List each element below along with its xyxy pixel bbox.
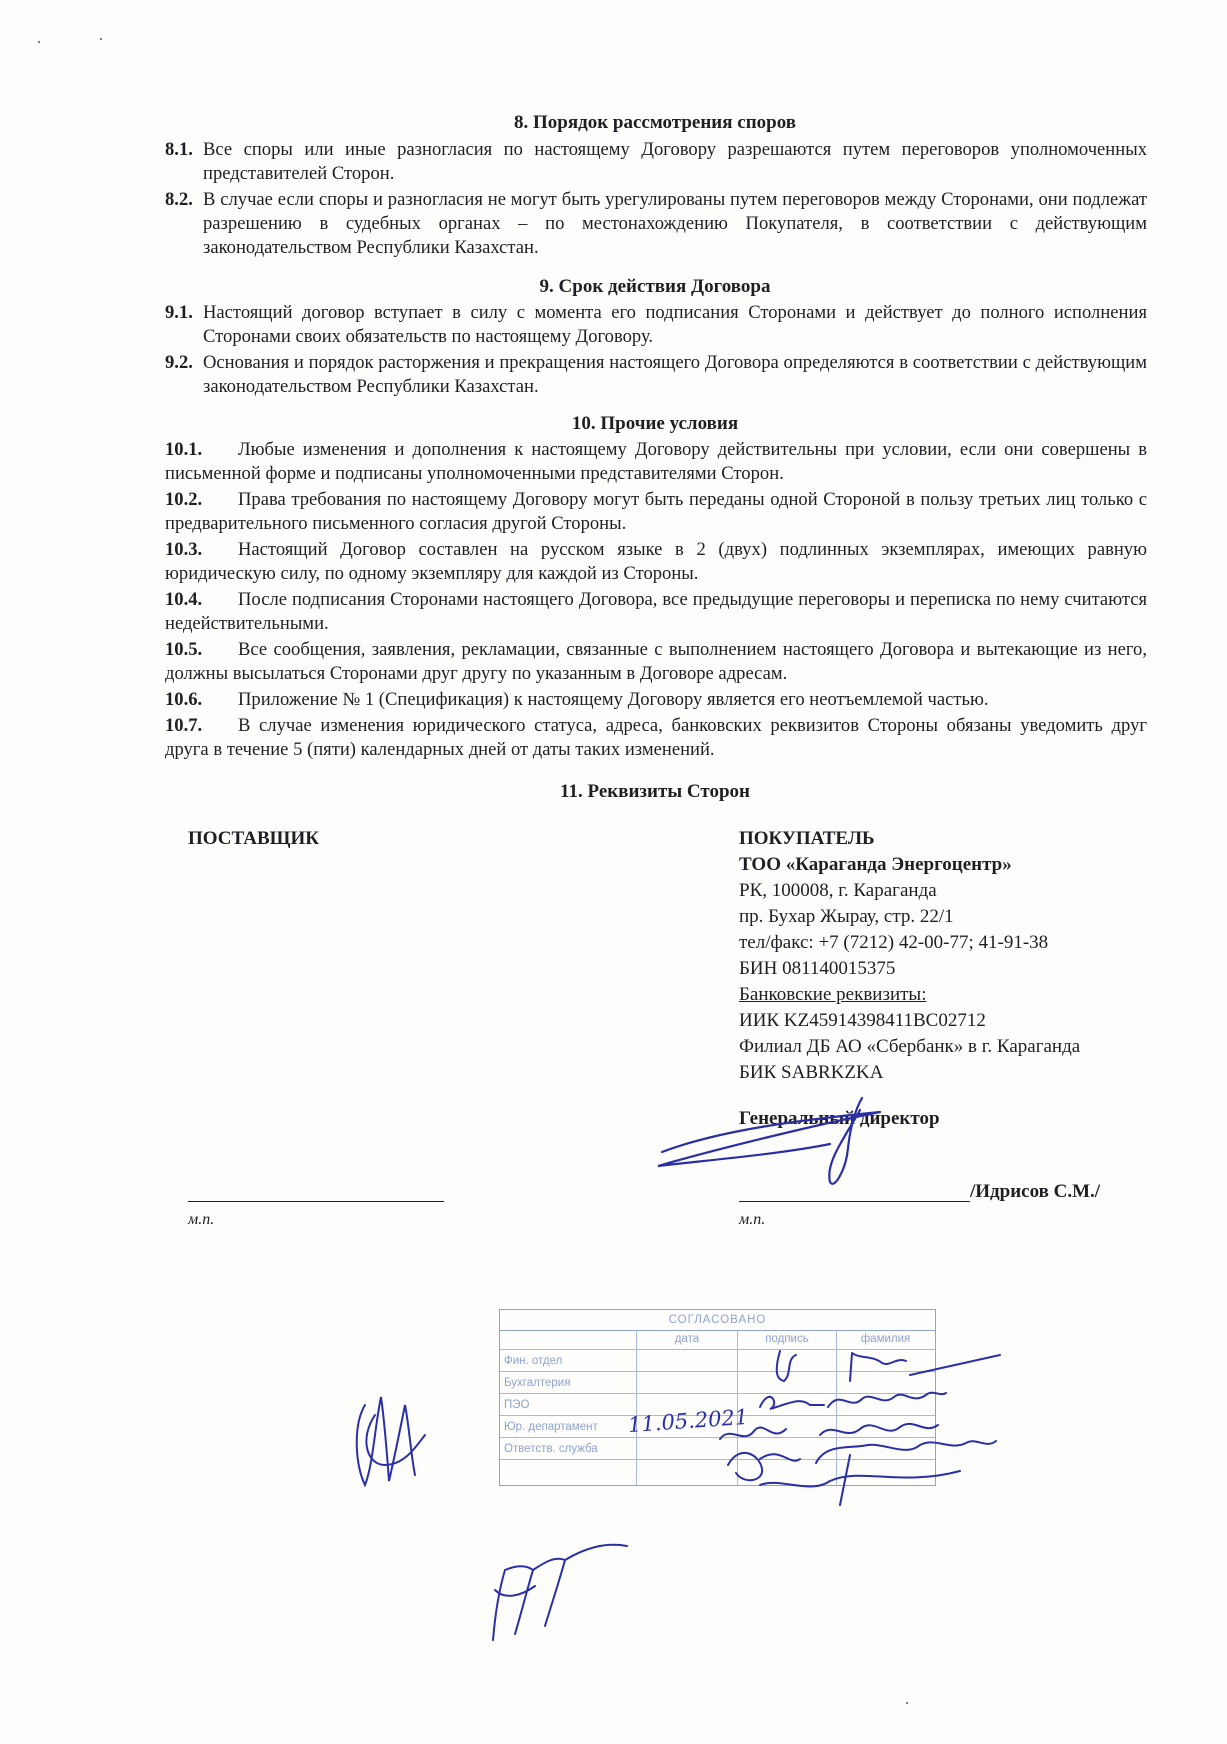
buyer-position: Генеральный директор: [739, 1108, 940, 1129]
supplier-signature-line: [188, 1201, 444, 1202]
clause-number: 8.1.: [165, 139, 193, 160]
buyer-phone: тел/факс: +7 (7212) 42-00-77; 41-91-38: [739, 932, 1049, 953]
stamp-row-finance: Фин. отдел: [504, 1355, 563, 1367]
clause-number: 10.7.: [165, 715, 203, 736]
clause-number: 10.3.: [165, 539, 203, 560]
scan-speck: [38, 41, 40, 43]
clause-number: 10.4.: [165, 589, 203, 610]
clause-10-5: [165, 638, 1147, 686]
buyer-bank-name: Филиал ДБ АО «Сбербанк» в г. Караганда: [739, 1036, 1081, 1057]
clause-number: 10.1.: [165, 439, 203, 460]
stamp-row-peo: ПЭО: [504, 1399, 530, 1411]
buyer-iik: ИИК KZ45914398411BC02712: [739, 1010, 986, 1031]
buyer-address-line-1: РК, 100008, г. Караганда: [739, 880, 937, 901]
clause-10-7: [165, 714, 1147, 762]
buyer-bik: БИК SABRKZKA: [739, 1062, 884, 1083]
section-10-title: 10. Прочие условия: [571, 413, 739, 434]
clause-number: 10.6.: [165, 689, 203, 710]
clause-10-1: [165, 438, 1147, 486]
section-8-title: 8. Порядок рассмотрения споров: [513, 112, 797, 133]
clause-text: Права требования по настоящему Договору могут быть переданы одной Стороной в пользу третьих лиц только с предварительного письменного согласия другой Стороны.: [165, 489, 1147, 534]
initials-signature: [345, 1385, 435, 1495]
lower-signature: [475, 1530, 645, 1650]
clause-text: Все сообщения, заявления, рекламации, связанные с выполнением настоящего Договора и вытекающие из него, должны высылаться Сторонами друг другу по указанным в Договоре адресам.: [165, 639, 1147, 684]
stamp-row-legal: Юр. департамент: [504, 1421, 598, 1433]
supplier-heading: ПОСТАВЩИК: [188, 828, 320, 849]
approval-signatures: [700, 1345, 1020, 1505]
clause-number: 9.2.: [165, 352, 193, 373]
handwritten-approval-date: 11.05.2021: [627, 1404, 749, 1438]
clause-text: Любые изменения и дополнения к настоящему Договору действительны при условии, если они совершены в письменной форме и подписаны уполномоченными представителями Сторон.: [165, 439, 1147, 484]
clause-10-4: [165, 588, 1147, 636]
buyer-bin: БИН 081140015375: [739, 958, 896, 979]
buyer-signatory-name: /Идрисов С.М./: [970, 1181, 1101, 1202]
buyer-heading: ПОКУПАТЕЛЬ: [739, 828, 875, 849]
clause-number: 9.1.: [165, 302, 193, 323]
approval-stamp-title: СОГЛАСОВАНО: [500, 1310, 935, 1331]
clause-text: Приложение № 1 (Спецификация) к настоящему Договору является его неотъемлемой частью.: [238, 689, 989, 710]
buyer-company: ТОО «Караганда Энергоцентр»: [739, 854, 1012, 875]
clause-number: 10.5.: [165, 639, 203, 660]
stamp-row-accounting: Бухгалтерия: [504, 1377, 571, 1389]
stamp-column-surname: фамилия: [860, 1333, 911, 1345]
clause-text: После подписания Сторонами настоящего Договора, все предыдущие переговоры и переписка по нему считаются недействительными.: [165, 589, 1147, 634]
clause-8-1: [165, 138, 1147, 186]
clause-9-2: [165, 351, 1147, 399]
scan-speck: [100, 38, 102, 40]
section-11-title: 11. Реквизиты Сторон: [560, 781, 750, 802]
clause-text: Настоящий договор вступает в силу с момента его подписания Сторонами и действует до полного исполнения Сторонами своих обязательств по настоящему Договору.: [203, 302, 1147, 347]
clause-text: В случае изменения юридического статуса, адреса, банковских реквизитов Стороны обязаны уведомить друг друга в течение 5 (пяти) календарных дней от даты таких изменений.: [165, 715, 1147, 760]
clause-text: Настоящий Договор составлен на русском языке в 2 (двух) подлинных экземплярах, имеющих равную юридическую силу, по одному экземпляру для каждой из Стороны.: [165, 539, 1147, 584]
supplier-stamp-label: м.п.: [188, 1211, 215, 1228]
clause-number: 8.2.: [165, 189, 193, 210]
clause-text: Основания и порядок расторжения и прекращения настоящего Договора определяются в соответствии с действующим законодательством Республики Казахстан.: [203, 352, 1147, 397]
clause-10-2: [165, 488, 1147, 536]
clause-text: В случае если споры и разногласия не могут быть урегулированы путем переговоров между Сторонами, они подлежат разрешению в судебных органах – по местонахождению Покупателя, в соответствии с действующим законодательством Республики Казахстан.: [203, 189, 1147, 258]
clause-number: 10.2.: [165, 489, 203, 510]
scan-speck: [906, 1702, 908, 1704]
stamp-column-date: дата: [674, 1333, 700, 1345]
clause-10-3: [165, 538, 1147, 586]
buyer-address-line-2: пр. Бухар Жырау, стр. 22/1: [739, 906, 954, 927]
stamp-column-signature: подпись: [765, 1333, 809, 1345]
clause-text: Все споры или иные разногласия по настоящему Договору разрешаются путем переговоров уполномоченных представителей Сторон.: [203, 139, 1147, 184]
buyer-signature-line: [739, 1201, 970, 1202]
section-9-title: 9. Срок действия Договора: [539, 276, 771, 297]
clause-8-2: [165, 188, 1147, 260]
buyer-bank-label: Банковские реквизиты:: [739, 984, 927, 1005]
director-signature: [650, 1090, 910, 1190]
stamp-row-responsible: Ответств. служба: [504, 1443, 598, 1455]
clause-9-1: [165, 301, 1147, 349]
clause-10-6: [165, 688, 1147, 712]
buyer-stamp-label: м.п.: [739, 1211, 766, 1228]
